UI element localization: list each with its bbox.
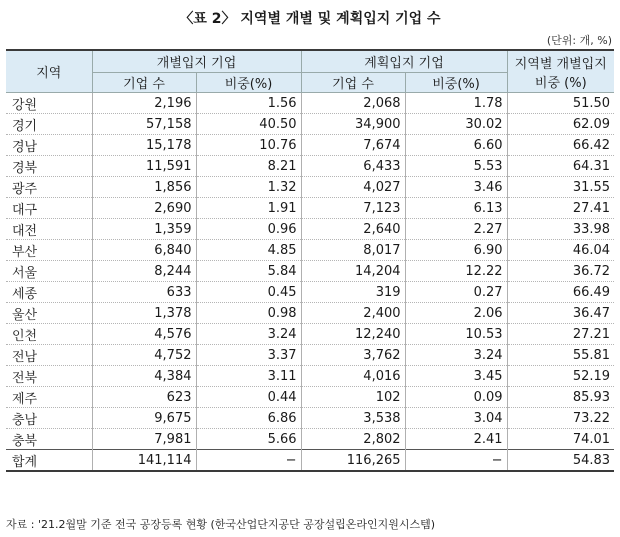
ind-count-cell: 4,384 <box>92 366 196 387</box>
region-cell: 광주 <box>6 177 92 198</box>
header-share: 지역별 개별입지 비중 (%) <box>507 50 614 93</box>
ind-ratio-cell: 0.96 <box>196 219 301 240</box>
plan-ratio-cell: 2.06 <box>405 303 507 324</box>
plan-ratio-cell: 10.53 <box>405 324 507 345</box>
share-cell: 36.47 <box>507 303 614 324</box>
ind-count-cell: 1,359 <box>92 219 196 240</box>
ind-ratio-cell: 5.84 <box>196 261 301 282</box>
region-cell: 전북 <box>6 366 92 387</box>
plan-count-cell: 7,123 <box>301 198 405 219</box>
table-title: 〈표 2〉 지역별 개별 및 계획입지 기업 수 <box>179 11 441 27</box>
table-row <box>6 429 614 450</box>
table-row <box>6 261 614 282</box>
region-cell: 제주 <box>6 387 92 408</box>
table-row <box>6 303 614 324</box>
plan-count-cell: 319 <box>301 282 405 303</box>
header-row-1 <box>6 50 614 73</box>
share-cell: 51.50 <box>507 93 614 114</box>
ind-count-cell: 4,576 <box>92 324 196 345</box>
table-row <box>6 156 614 177</box>
ind-ratio-cell: 4.85 <box>196 240 301 261</box>
plan-count-cell: 4,016 <box>301 366 405 387</box>
plan-ratio-cell: − <box>405 450 507 472</box>
region-cell: 충북 <box>6 429 92 450</box>
data-table <box>6 49 614 472</box>
plan-count-cell: 34,900 <box>301 114 405 135</box>
ind-count-cell: 1,378 <box>92 303 196 324</box>
share-cell: 73.22 <box>507 408 614 429</box>
header-plan-count: 기업 수 <box>301 73 405 93</box>
plan-ratio-cell: 0.09 <box>405 387 507 408</box>
ind-count-cell: 1,856 <box>92 177 196 198</box>
plan-count-cell: 2,802 <box>301 429 405 450</box>
plan-count-cell: 6,433 <box>301 156 405 177</box>
plan-ratio-cell: 30.02 <box>405 114 507 135</box>
plan-count-cell: 102 <box>301 387 405 408</box>
plan-count-cell: 2,640 <box>301 219 405 240</box>
plan-count-cell: 4,027 <box>301 177 405 198</box>
ind-ratio-cell: 1.91 <box>196 198 301 219</box>
share-cell: 55.81 <box>507 345 614 366</box>
ind-count-cell: 4,752 <box>92 345 196 366</box>
plan-count-cell: 14,204 <box>301 261 405 282</box>
plan-ratio-cell: 0.27 <box>405 282 507 303</box>
ind-ratio-cell: 0.44 <box>196 387 301 408</box>
region-cell: 서울 <box>6 261 92 282</box>
ind-ratio-cell: − <box>196 450 301 472</box>
plan-ratio-cell: 6.60 <box>405 135 507 156</box>
region-cell: 울산 <box>6 303 92 324</box>
plan-count-cell: 2,068 <box>301 93 405 114</box>
table-row <box>6 324 614 345</box>
header-individual: 개별입지 기업 <box>92 50 301 73</box>
share-cell: 46.04 <box>507 240 614 261</box>
share-cell: 66.42 <box>507 135 614 156</box>
header-region: 지역 <box>6 50 92 93</box>
ind-count-cell: 2,690 <box>92 198 196 219</box>
ind-ratio-cell: 3.24 <box>196 324 301 345</box>
plan-count-cell: 2,400 <box>301 303 405 324</box>
region-cell: 대전 <box>6 219 92 240</box>
ind-ratio-cell: 5.66 <box>196 429 301 450</box>
table-row <box>6 408 614 429</box>
plan-ratio-cell: 3.04 <box>405 408 507 429</box>
ind-count-cell: 8,244 <box>92 261 196 282</box>
share-cell: 27.41 <box>507 198 614 219</box>
region-cell: 충남 <box>6 408 92 429</box>
ind-count-cell: 57,158 <box>92 114 196 135</box>
ind-ratio-cell: 0.45 <box>196 282 301 303</box>
plan-ratio-cell: 1.78 <box>405 93 507 114</box>
region-cell: 합계 <box>6 450 92 472</box>
ind-count-cell: 623 <box>92 387 196 408</box>
header-plan-ratio: 비중(%) <box>405 73 507 93</box>
plan-ratio-cell: 5.53 <box>405 156 507 177</box>
ind-count-cell: 6,840 <box>92 240 196 261</box>
ind-ratio-cell: 3.37 <box>196 345 301 366</box>
unit-note: (단위: 개, %) <box>546 34 612 47</box>
region-cell: 경남 <box>6 135 92 156</box>
plan-ratio-cell: 6.13 <box>405 198 507 219</box>
table-row <box>6 387 614 408</box>
plan-count-cell: 116,265 <box>301 450 405 472</box>
share-cell: 66.49 <box>507 282 614 303</box>
table-body <box>6 93 614 472</box>
plan-ratio-cell: 6.90 <box>405 240 507 261</box>
region-cell: 경북 <box>6 156 92 177</box>
total-row <box>6 450 614 472</box>
region-cell: 전남 <box>6 345 92 366</box>
share-cell: 62.09 <box>507 114 614 135</box>
ind-ratio-cell: 8.21 <box>196 156 301 177</box>
region-cell: 경기 <box>6 114 92 135</box>
ind-count-cell: 11,591 <box>92 156 196 177</box>
region-cell: 세종 <box>6 282 92 303</box>
share-cell: 85.93 <box>507 387 614 408</box>
ind-count-cell: 7,981 <box>92 429 196 450</box>
ind-ratio-cell: 0.98 <box>196 303 301 324</box>
share-cell: 74.01 <box>507 429 614 450</box>
region-cell: 부산 <box>6 240 92 261</box>
plan-ratio-cell: 2.41 <box>405 429 507 450</box>
ind-count-cell: 2,196 <box>92 93 196 114</box>
table-row <box>6 198 614 219</box>
plan-count-cell: 3,762 <box>301 345 405 366</box>
header-ind-count: 기업 수 <box>92 73 196 93</box>
ind-count-cell: 15,178 <box>92 135 196 156</box>
header-planned: 계획입지 기업 <box>301 50 507 73</box>
share-cell: 33.98 <box>507 219 614 240</box>
plan-ratio-cell: 3.46 <box>405 177 507 198</box>
share-cell: 31.55 <box>507 177 614 198</box>
ind-ratio-cell: 6.86 <box>196 408 301 429</box>
share-cell: 64.31 <box>507 156 614 177</box>
plan-count-cell: 12,240 <box>301 324 405 345</box>
table-row <box>6 177 614 198</box>
region-cell: 강원 <box>6 93 92 114</box>
table-row <box>6 282 614 303</box>
ind-ratio-cell: 1.56 <box>196 93 301 114</box>
ind-count-cell: 141,114 <box>92 450 196 472</box>
source-note: 자료 : '21.2월말 기준 전국 공장등록 현황 (한국산업단지공단 공장설립온라인지원시스템) <box>6 518 436 531</box>
header-ind-ratio: 비중(%) <box>196 73 301 93</box>
ind-count-cell: 633 <box>92 282 196 303</box>
table-row <box>6 114 614 135</box>
region-cell: 대구 <box>6 198 92 219</box>
plan-ratio-cell: 3.45 <box>405 366 507 387</box>
share-cell: 36.72 <box>507 261 614 282</box>
table-row <box>6 345 614 366</box>
table-row <box>6 219 614 240</box>
plan-ratio-cell: 2.27 <box>405 219 507 240</box>
ind-ratio-cell: 3.11 <box>196 366 301 387</box>
ind-ratio-cell: 10.76 <box>196 135 301 156</box>
ind-count-cell: 9,675 <box>92 408 196 429</box>
ind-ratio-cell: 40.50 <box>196 114 301 135</box>
table-row <box>6 366 614 387</box>
table-row <box>6 93 614 114</box>
plan-ratio-cell: 12.22 <box>405 261 507 282</box>
region-cell: 인천 <box>6 324 92 345</box>
plan-count-cell: 8,017 <box>301 240 405 261</box>
plan-count-cell: 7,674 <box>301 135 405 156</box>
share-cell: 27.21 <box>507 324 614 345</box>
table-row <box>6 240 614 261</box>
table-row <box>6 135 614 156</box>
share-cell: 52.19 <box>507 366 614 387</box>
ind-ratio-cell: 1.32 <box>196 177 301 198</box>
share-cell: 54.83 <box>507 450 614 472</box>
plan-ratio-cell: 3.24 <box>405 345 507 366</box>
plan-count-cell: 3,538 <box>301 408 405 429</box>
